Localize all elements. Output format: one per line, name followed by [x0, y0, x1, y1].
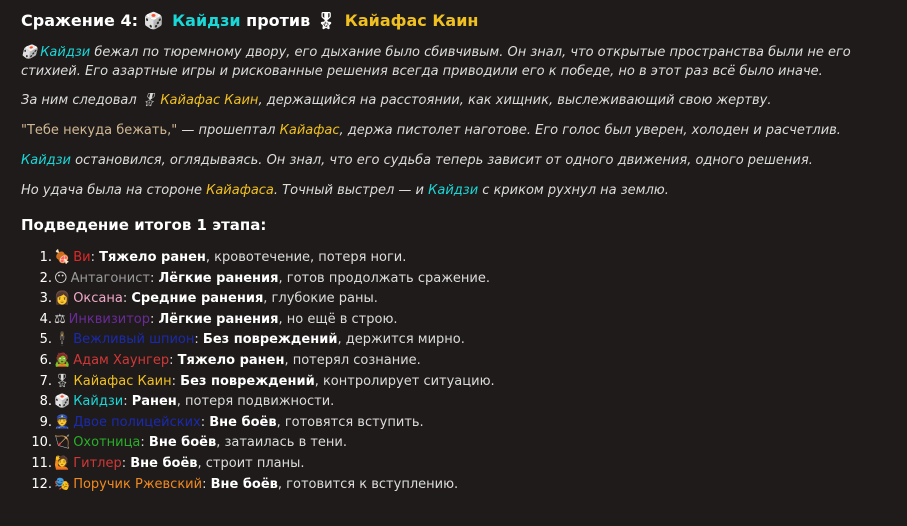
character-icon: 🏹	[54, 435, 71, 451]
story-text: остановился, оглядываясь. Он знал, что его судьба теперь зависит от одного движения, одного решения.	[75, 153, 813, 168]
battle-prefix: Сражение 4:	[21, 11, 138, 30]
status-detail: , строит планы.	[197, 455, 305, 471]
character-icon: 🙋	[54, 455, 71, 471]
status-text: Без повреждений	[180, 373, 315, 389]
status-detail: , готовятся вступить.	[276, 414, 424, 430]
item-number: 7.	[39, 373, 52, 389]
status-detail: , потеря подвижности.	[176, 394, 335, 410]
summary-item: 12. 🎭 Поручик Ржевский: Вне боёв, готовится к вступлению.	[21, 475, 901, 496]
story-quote: "Тебе некуда бежать,"	[21, 123, 178, 138]
character-icon: 🍖	[54, 250, 71, 265]
item-number: 4.	[39, 311, 52, 327]
item-number: 11.	[31, 455, 52, 471]
medal-icon: 🎖	[315, 11, 337, 30]
status-text: Без повреждений	[202, 332, 338, 348]
story-text: За ним следовал	[21, 93, 137, 108]
status-detail: , потерял сознание.	[284, 352, 421, 368]
character-name: Охотница	[73, 435, 141, 451]
item-number: 10.	[31, 435, 52, 451]
status-detail: , глубокие раны.	[263, 291, 378, 307]
story-text: с криком рухнул на землю.	[482, 183, 669, 198]
story-paragraph-4	[21, 151, 901, 170]
status-detail: , держится мирно.	[337, 332, 465, 348]
story-text: . Точный выстрел — и	[273, 183, 425, 198]
summary-item: 3. 👩 Оксана: Средние ранения, глубокие раны.	[21, 289, 901, 310]
versus-label: против	[246, 11, 311, 30]
summary-item: 8. 🎲 Кайдзи: Ранен, потеря подвижности.	[21, 392, 901, 413]
character-icon: 😶	[54, 270, 68, 286]
dice-icon: 🎲	[143, 11, 164, 30]
story-paragraph-2	[21, 91, 901, 110]
character-icon: 👮	[54, 414, 71, 430]
status-text: Ранен	[131, 394, 177, 410]
status-detail: , готовится к вступлению.	[277, 476, 459, 492]
kaiafas-name: Кайафас Каин	[160, 93, 259, 108]
summary-item: 9. 👮 Двое полицейских: Вне боёв, готовятся вступить.	[21, 413, 901, 434]
status-text: Вне боёв	[148, 435, 217, 451]
story-text: — прошептал	[181, 123, 276, 138]
character-name: Кайафас Каин	[73, 373, 172, 389]
status-detail: , готов продолжать сражение.	[278, 270, 490, 286]
status-text: Вне боёв	[130, 455, 198, 471]
story-paragraph-5	[21, 181, 901, 200]
status-text: Лёгкие ранения	[158, 270, 279, 286]
character-name: Инквизитор	[68, 311, 150, 327]
summary-title: Подведение итогов 1 этапа:	[21, 216, 267, 234]
fighter1-name: Кайдзи	[172, 11, 241, 30]
summary-item: 10. 🏹 Охотница: Вне боёв, затаилась в тени.	[21, 433, 901, 454]
kaidzi-name: Кайдзи	[21, 153, 71, 168]
item-number: 6.	[39, 352, 52, 368]
item-number: 8.	[39, 394, 52, 410]
summary-item: 4. ⚖ Инквизитор: Лёгкие ранения, но ещё в строю.	[21, 310, 901, 331]
summary-item: 6. 🧟 Адам Хаунгер: Тяжело ранен, потерял сознание.	[21, 351, 901, 372]
character-name: Вежливый шпион	[73, 332, 195, 348]
status-text: Вне боёв	[209, 414, 277, 430]
fighter2-name: Кайафас Каин	[344, 11, 479, 30]
item-number: 12.	[31, 476, 52, 492]
character-name: Адам Хаунгер	[73, 352, 170, 368]
item-number: 2.	[39, 270, 52, 286]
summary-list	[21, 248, 901, 495]
status-detail: , контролирует ситуацию.	[314, 373, 495, 389]
battle-title	[21, 11, 901, 31]
item-number: 9.	[39, 414, 52, 430]
item-number: 5.	[39, 332, 52, 348]
story-paragraph-3	[21, 121, 901, 140]
character-icon: ⚖	[54, 311, 66, 327]
character-icon: 🎲	[54, 394, 71, 410]
status-text: Средние ранения	[131, 291, 264, 307]
status-text: Лёгкие ранения	[158, 311, 279, 327]
story-text: , держащийся на расстоянии, как хищник, выслеживающий свою жертву.	[258, 93, 772, 108]
item-number: 1.	[39, 250, 52, 265]
kaiafas-name: Кайафаса	[206, 183, 274, 198]
kaidzi-name: Кайдзи	[40, 45, 91, 60]
story-text: , держа пистолет наготове. Его голос был уверен, холоден и расчетлив.	[339, 123, 841, 138]
status-text: Тяжело ранен	[177, 352, 285, 368]
story-text: бежал по тюремному двору, его дыхание было сбивчивым. Он знал, что открытые пространства были не его стихией. Его азартные игры и рискованные решения всегда приводили его к победе, но в этот раз всё было иначе.	[21, 45, 851, 79]
character-name: Антагонист	[70, 270, 150, 286]
character-name: Двое полицейских	[73, 414, 201, 430]
story-paragraph-1	[21, 43, 901, 81]
story-text: Но удача была на стороне	[21, 183, 202, 198]
character-name: Ви	[73, 250, 91, 265]
summary-item: 1. 🍖 Ви: Тяжело ранен, кровотечение, потеря ноги.	[21, 248, 901, 269]
status-text: Вне боёв	[210, 476, 278, 492]
item-number: 3.	[39, 291, 52, 307]
character-name: Оксана	[73, 291, 123, 307]
summary-item: 2. 😶 Антагонист: Лёгкие ранения, готов продолжать сражение.	[21, 269, 901, 290]
dice-icon: 🎲	[21, 45, 38, 60]
kaidzi-name: Кайдзи	[428, 183, 479, 198]
character-icon: 🧟	[54, 352, 71, 368]
summary-item: 7. 🎖 Кайафас Каин: Без повреждений, контролирует ситуацию.	[21, 372, 901, 393]
status-detail: , затаилась в тени.	[216, 435, 348, 451]
kaiafas-name: Кайафас	[279, 123, 340, 138]
summary-item: 11. 🙋 Гитлер: Вне боёв, строит планы.	[21, 454, 901, 475]
status-detail: , но ещё в строю.	[278, 311, 398, 327]
character-name: Поручик Ржевский	[73, 476, 203, 492]
medal-icon: 🎖	[140, 93, 158, 108]
character-icon: 🎖	[54, 373, 71, 389]
battle-story	[21, 43, 901, 200]
status-detail: , кровотечение, потеря ноги.	[205, 250, 407, 265]
summary-item: 5. 🕴 Вежливый шпион: Без повреждений, держится мирно.	[21, 330, 901, 351]
status-text: Тяжело ранен	[99, 250, 206, 265]
character-icon: 🎭	[54, 476, 71, 492]
character-name: Кайдзи	[73, 394, 124, 410]
character-icon: 🕴	[54, 332, 71, 348]
character-name: Гитлер	[73, 455, 122, 471]
character-icon: 👩	[54, 291, 71, 307]
